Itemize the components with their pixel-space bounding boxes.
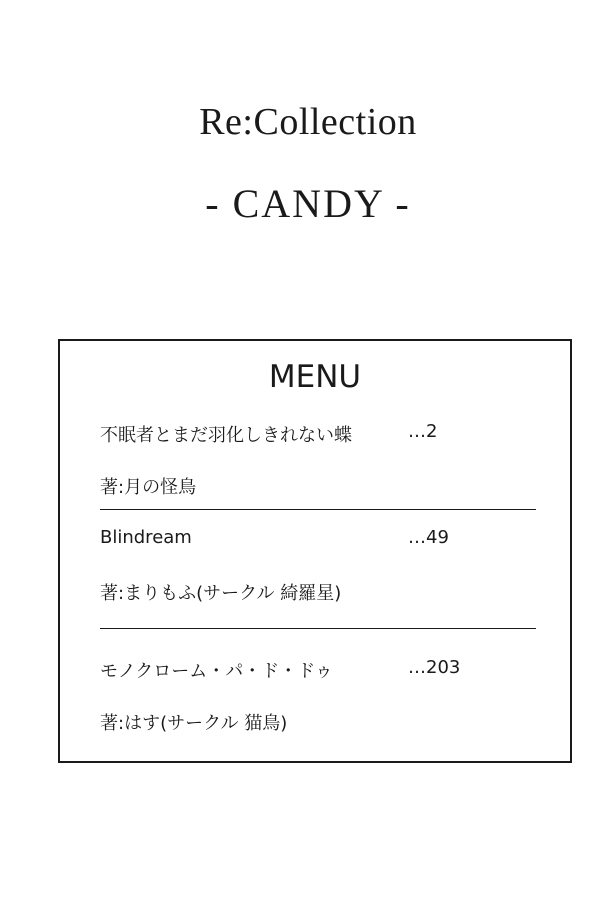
divider-2	[100, 628, 536, 629]
entry-2-author: 著:まりもふ(サークル 綺羅星)	[100, 583, 342, 604]
book-title: Re:Collection	[199, 101, 417, 143]
entry-2-title: Blindream	[100, 527, 192, 548]
menu-heading: MENU	[268, 359, 362, 395]
entry-3-author: 著:はす(サークル 猫鳥)	[100, 713, 288, 734]
entry-2-page: …49	[408, 527, 449, 548]
entry-3-page: …203	[408, 657, 461, 678]
menu-box	[58, 339, 572, 763]
divider-1	[100, 509, 536, 510]
entry-1-author: 著:月の怪鳥	[100, 477, 197, 498]
entry-3-title: モノクローム・パ・ド・ドゥ	[100, 661, 333, 682]
entry-1-title: 不眠者とまだ羽化しきれない蝶	[100, 425, 352, 446]
entry-1-page: …2	[408, 421, 438, 442]
book-subtitle: - CANDY -	[205, 181, 411, 226]
